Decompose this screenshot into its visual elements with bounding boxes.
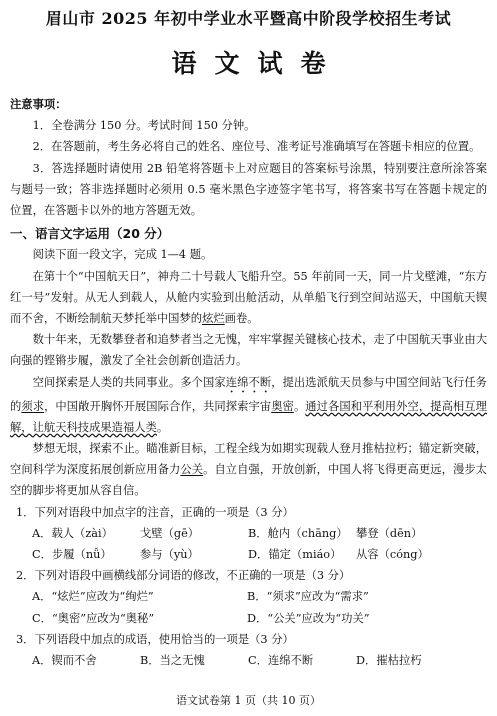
q3-option-d: D．摧枯拉朽 <box>356 654 422 668</box>
notice-item-2: 2．在答题前，考生务必将自己的姓名、座位号、准考证号准确填写在答题卡相应的位置。 <box>32 140 481 154</box>
q1-option-d-word2: 从容（cóng） <box>356 548 429 562</box>
reading-intro: 阅读下面一段文字，完成 1—4 题。 <box>32 248 213 262</box>
notice-heading: 注意事项： <box>10 98 67 111</box>
q2-option-c: C．“奥密”应改为“奥秘” <box>32 611 155 625</box>
passage-paragraph-2: 数十年来，无数攀登者和追梦者当之无愧，牢牢掌握关键核心技术，走了中国航天事业由大向强的铿锵步履，激发了全社会创新创造活力。 <box>10 333 487 368</box>
subject-title: 语文试卷 <box>171 49 344 78</box>
exam-body <box>10 94 487 671</box>
q1-option-d: D．锚定（miáo） <box>248 548 342 562</box>
dotted-idiom: 连绵不断 <box>225 375 272 389</box>
underlined-word: 炫烂 <box>202 312 225 326</box>
question-2-options-row-1 <box>10 586 487 607</box>
notice-item-1: 1．全卷满分 150 分。考试时间 150 分钟。 <box>32 119 256 133</box>
passage-paragraph-1: 在第十个“中国航天日”，神舟二十号载人飞船升空。55 年前同一天，同一片戈壁滩，“东方红一号”发射。从无人到载人，从舱内实验到出舱活动，从单船飞行到空间站巡天，中国航天锲而不舍，不断绘制航天梦托举中国梦的炫烂画卷。 <box>10 269 487 326</box>
q1-option-a-word2: 戈壁（gē） <box>140 526 200 540</box>
notice-item-3: 3．答选择题时请使用 2B 铅笔将答题卡上对应题目的答案标号涂黑，特别要注意所涂答案与题号一致；答非选择题时必须用 0.5 毫米黑色字迹签字笔书写，将答案书写在答题卡规定的位置，在答题卡以外的地方答题无效。 <box>10 161 487 218</box>
q1-option-c: C．步履（nǚ） <box>32 548 112 562</box>
q1-option-a: A．载人（zài） <box>32 526 113 540</box>
q2-option-a: A．“炫烂”应改为“绚烂” <box>32 590 154 604</box>
q1-option-b-word2: 攀登（dēn） <box>356 526 423 540</box>
section-heading: 一、语言文字运用（20 分） <box>10 226 170 242</box>
q3-option-c: C．连绵不断 <box>248 654 314 668</box>
q1-option-c-word2: 参与（yù） <box>140 548 199 562</box>
question-3-options-row <box>10 650 487 671</box>
underlined-word: 须求 <box>21 399 45 413</box>
q3-option-b: B．当之无愧 <box>140 654 205 668</box>
question-3-stem: 3．下列语段中加点的成语，使用恰当的一项是（3 分） <box>16 632 294 646</box>
underlined-word: 奥密 <box>271 399 294 413</box>
passage-paragraph-3: 空间探索是人类的共同事业。多个国家连绵不断，提出选派航天员参与中国空间站飞行任务的须求，中国敞开胸怀开展国际合作，共同探索宇宙奥密。通过各国和平利用外空，提高相互理解，让航天科技成果造福人类。 <box>10 375 487 434</box>
q2-option-b: B．“须求”应改为“需求” <box>247 590 369 604</box>
q3-option-a: A．锲而不舍 <box>32 654 97 668</box>
exam-title: 眉山市 2025 年初中学业水平暨高中阶段学校招生考试 <box>45 9 452 28</box>
question-2-options-row-2 <box>10 608 487 629</box>
wavy-underlined-sentence: 通过各国和平利用外空，提高相互理解，让航天科技成果造福人类 <box>10 399 487 434</box>
q1-option-b: B．舱内（chāng） <box>248 526 348 540</box>
question-2-stem: 2．下列对语段中画横线部分词语的修改，不正确的一项是（3 分） <box>16 569 351 583</box>
passage-paragraph-4: 梦想无垠，探索不止。瞄准新目标，工程全线为如期实现载人登月推枯拉朽；锚定新突破，空间科学为深度拓展创新应用备力公关。自立自强，开放创新，中国人将飞得更高更远，漫步太空的脚步将更加从容自信。 <box>10 442 487 498</box>
question-1-stem: 1．下列对语段中加点字的注音，正确的一项是（3 分） <box>16 505 294 519</box>
question-1-options-row-2 <box>10 544 487 565</box>
q2-option-d: D．“公关”应改为“功关” <box>247 611 370 625</box>
underlined-word: 公关 <box>180 463 204 477</box>
page-footer: 语文试卷第 1 页（共 10 页） <box>176 694 321 707</box>
question-1-options-row-1 <box>10 523 487 544</box>
